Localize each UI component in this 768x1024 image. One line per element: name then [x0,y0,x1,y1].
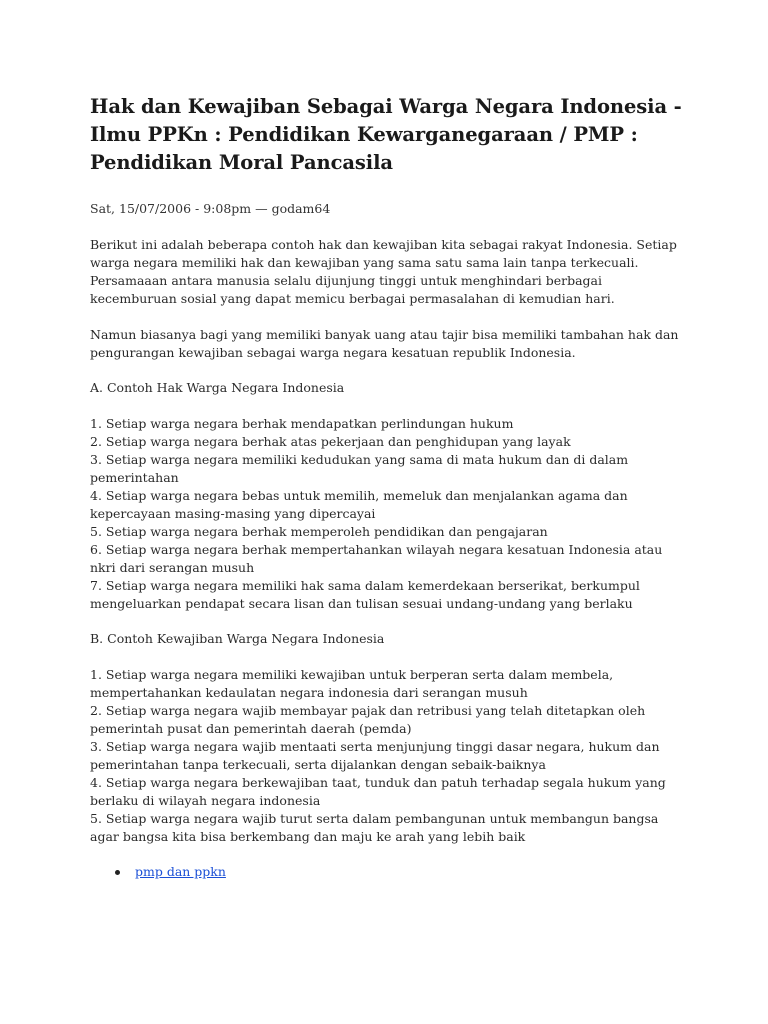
intro-paragraph: Namun biasanya bagi yang memiliki banyak uang atau tajir bisa memiliki tambahan hak dan pengurangan kewajiban sebagai warga negara kesatuan republik Indonesia. [90,326,679,360]
list-item: 4. Setiap warga negara berkewajiban taat, tunduk dan patuh terhadap segala hukum yang berlaku di wilayah negara indonesia [90,774,666,808]
tag-list [90,863,690,881]
bullet-icon [115,870,120,875]
list-item: 4. Setiap warga negara bebas untuk memilih, memeluk dan menjalankan agama dan kepercayaan masing-masing yang dipercayai [90,488,628,521]
list-item: 2. Setiap warga negara berhak atas pekerjaan dan penghidupan yang layak [90,434,571,450]
section-b-heading: B. Contoh Kewajiban Warga Negara Indonesia [90,631,385,647]
list-item: 5. Setiap warga negara wajib turut serta dalam pembangunan untuk membangun bangsa agar bangsa kita bisa berkembang dan maju ke arah yang lebih baik [90,810,659,844]
list-item: 3. Setiap warga negara wajib mentaati serta menjunjung tinggi dasar negara, hukum dan pemerintahan tanpa terkecuali, serta dijalankan dengan sebaik-baiknya [90,739,660,772]
tag-item [108,863,690,881]
intro-paragraph: Berikut ini adalah beberapa contoh hak dan kewajiban kita sebagai rakyat Indonesia. Setiap warga negara memiliki hak dan kewajiban yang sama satu sama lain tanpa terkecuali. Persamaaan antara manusia selalu dijunjung tinggi untuk menghindari berbagai kecemburuan sosial yang dapat memicu berbagai permasalahan di kemudian hari. [90,237,677,306]
list-item: 1. Setiap warga negara berhak mendapatkan perlindungan hukum [90,416,514,432]
list-item: 7. Setiap warga negara memiliki hak sama dalam kemerdekaan berserikat, berkumpul mengeluarkan pendapat secara lisan dan tulisan sesuai undang-undang yang berlaku [90,577,640,611]
post-meta: Sat, 15/07/2006 - 9:08pm — godam64 [90,201,331,216]
list-item: 3. Setiap warga negara memiliki kedudukan yang sama di mata hukum dan di dalam pemerintahan [90,452,629,486]
article [90,93,690,881]
list-item: 6. Setiap warga negara berhak mempertahankan wilayah negara kesatuan Indonesia atau nkri dari serangan musuh [90,541,663,575]
tag-link-pmp-dan-ppkn[interactable]: pmp dan ppkn [135,864,226,880]
list-item: 5. Setiap warga negara berhak memperoleh pendidikan dan pengajaran [90,523,548,539]
section-a-heading: A. Contoh Hak Warga Negara Indonesia [90,380,345,396]
article-title: Hak dan Kewajiban Sebagai Warga Negara Indonesia - Ilmu PPKn : Pendidikan Kewarganegaraan / PMP : Pendidikan Moral Pancasila [90,95,682,174]
section-b-list [90,666,690,845]
list-item: 1. Setiap warga negara memiliki kewajiban untuk berperan serta dalam membela, mempertahankan kedaulatan negara indonesia dari serangan musuh [90,667,614,701]
section-a-list [90,415,690,612]
list-item: 2. Setiap warga negara wajib membayar pajak dan retribusi yang telah ditetapkan oleh pemerintah pusat dan pemerintah daerah (pemda) [90,703,646,737]
